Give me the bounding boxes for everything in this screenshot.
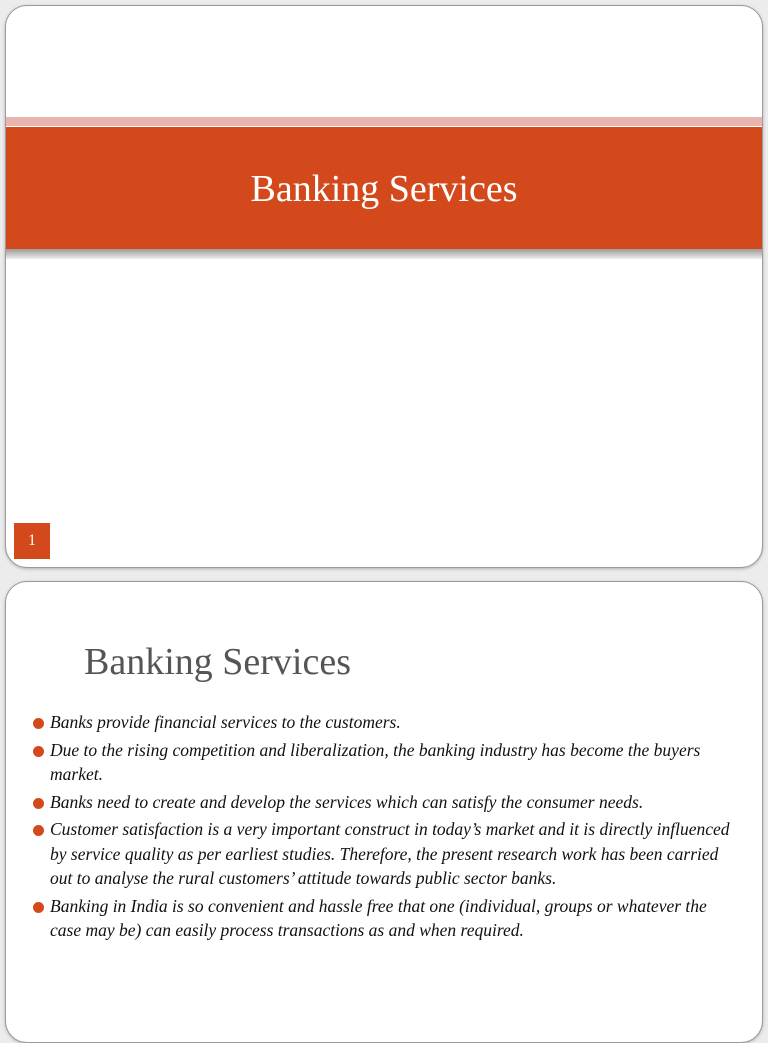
bullet-dot-icon <box>33 746 44 757</box>
bullet-text: Banking in India is so convenient and hassle free that one (individual, groups or whatever the case may be) can easily process transactions as and when required. <box>50 895 707 940</box>
bullet-dot-icon <box>33 718 44 729</box>
title-band-highlight <box>6 117 762 126</box>
list-item <box>30 710 730 735</box>
slide-number-badge: 1 <box>14 523 50 559</box>
list-item <box>30 790 730 815</box>
slide-2 <box>5 581 763 1043</box>
list-item <box>30 894 730 943</box>
title-band <box>6 127 762 249</box>
slide-2-title: Banking Services <box>84 641 352 683</box>
bullet-dot-icon <box>33 902 44 913</box>
bullet-dot-icon <box>33 825 44 836</box>
title-band-shadow <box>6 249 762 259</box>
list-item <box>30 738 730 787</box>
bullet-dot-icon <box>33 798 44 809</box>
bullet-text: Customer satisfaction is a very important construct in today’s market and it is directly influenced by service quality as per earliest studies. Therefore, the present research work has been carried out to analyse the rural customers’ attitude towards public sector banks. <box>50 819 730 888</box>
bullet-list <box>30 710 730 946</box>
slide-1-title: Banking Services <box>250 168 518 210</box>
bullet-text: Banks need to create and develop the services which can satisfy the consumer needs. <box>50 791 644 812</box>
slide-1 <box>5 5 763 568</box>
list-item <box>30 817 730 891</box>
bullet-text: Banks provide financial services to the customers. <box>50 712 401 732</box>
bullet-text: Due to the rising competition and liberalization, the banking industry has become the buyers market. <box>50 739 701 784</box>
